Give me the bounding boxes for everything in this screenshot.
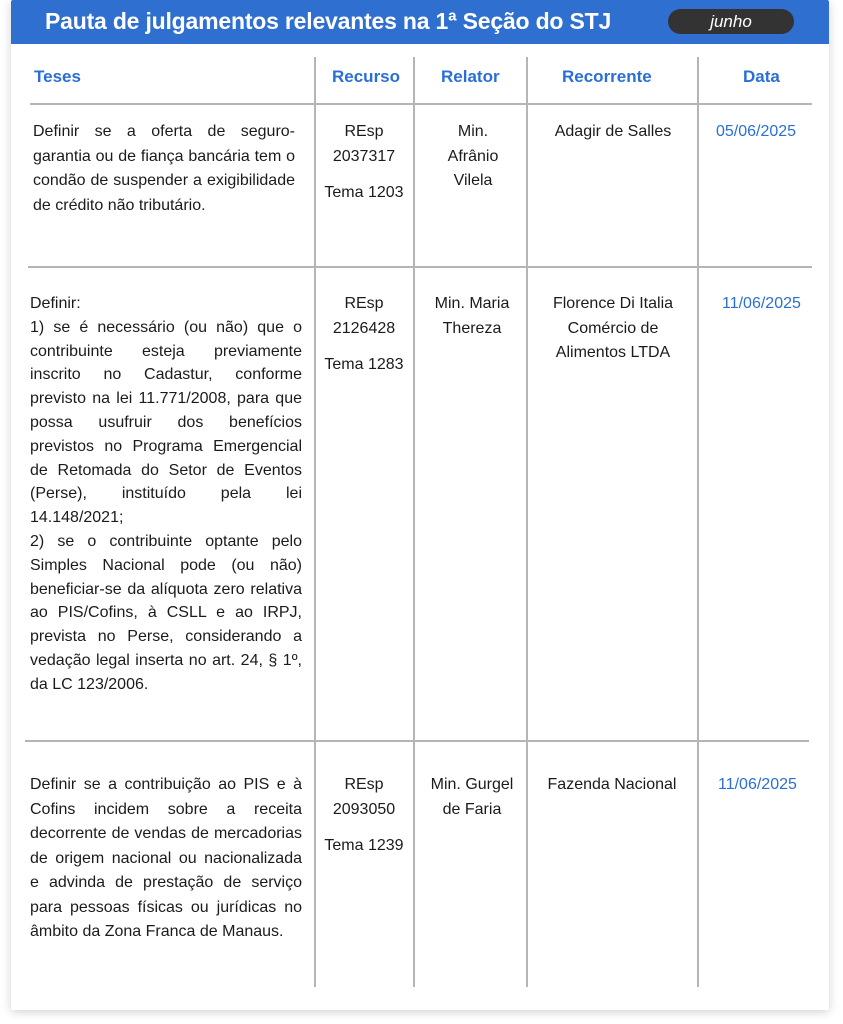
column-header-recorrente: Recorrente <box>562 67 652 86</box>
tema-label: Tema 1203 <box>324 184 404 201</box>
row-3-relator: Min. Gurgel de Faria <box>430 776 514 818</box>
column-header-data: Data <box>743 67 780 86</box>
column-divider <box>697 57 699 987</box>
recurso-type: REsp <box>344 776 384 793</box>
column-divider <box>526 57 528 987</box>
header-divider <box>30 103 812 105</box>
page-title: Pauta de julgamentos relevantes na 1ª Seção do STJ <box>45 8 612 34</box>
row-2-teses <box>30 292 302 697</box>
tema-label: Tema 1239 <box>324 837 404 854</box>
teses-item-1: 1) se é necessário (ou não) que o contribuinte esteja previamente inscrito no Cadastur, conforme previsto na lei 11.771/2008, para que possa usufruir dos benefícios previstos no Programa Emergencial de Retomada do Setor de Eventos (Perse), instituído pela lei 14.148/2021; <box>30 318 302 527</box>
row-1-data: 05/06/2025 <box>716 123 797 140</box>
recurso-type: REsp <box>344 295 384 312</box>
row-divider <box>25 740 809 742</box>
column-header-teses: Teses <box>34 67 81 86</box>
row-1-recurso <box>316 120 412 206</box>
column-header-relator: Relator <box>441 67 500 86</box>
recurso-number: 2126428 <box>332 319 396 337</box>
row-3-data: 11/06/2025 <box>718 776 797 793</box>
column-divider <box>413 57 415 987</box>
recurso-number: 2037317 <box>332 147 396 165</box>
column-header-recurso: Recurso <box>332 67 401 86</box>
row-3-teses: Definir se a contribuição ao PIS e à Cofins incidem sobre a receita decorrente de vendas de mercadorias de origem nacional ou nacionalizada e advinda de prestação de serviço para pessoas físicas ou jurídicas no âmbito da Zona Franca de Manaus. <box>30 776 302 940</box>
tema-label: Tema 1283 <box>324 356 404 373</box>
row-2-relator: Min. Maria Thereza <box>434 295 510 337</box>
row-3-recurso <box>316 773 412 859</box>
teses-intro: Definir: <box>30 295 81 312</box>
row-1-relator: Min. Afrânio Vilela <box>447 123 499 189</box>
row-2-recorrente: Florence Di Italia Comércio de Alimentos LTDA <box>552 295 674 361</box>
recurso-number: 2093050 <box>332 800 396 818</box>
row-2-recurso <box>316 292 412 378</box>
row-3-recorrente: Fazenda Nacional <box>547 776 677 793</box>
row-1-teses: Definir se a oferta de seguro-garantia ou de fiança bancária tem o condão de suspender a exigibilidade de crédito não tributário. <box>33 123 295 214</box>
month-badge: junho <box>668 9 794 34</box>
row-divider <box>28 266 812 268</box>
row-1-recorrente: Adagir de Salles <box>554 123 672 140</box>
row-2-data: 11/06/2025 <box>722 295 801 312</box>
header-bar <box>11 0 829 44</box>
recurso-type: REsp <box>344 123 384 140</box>
teses-item-2: 2) se o contribuinte optante pelo Simples Nacional pode (ou não) beneficiar-se da alíquota zero relativa ao PIS/Cofins, à CSLL e ao IRPJ, prevista no Perse, considerando a vedação legal inserta no art. 24, § 1º, da LC 123/2006. <box>30 532 302 693</box>
